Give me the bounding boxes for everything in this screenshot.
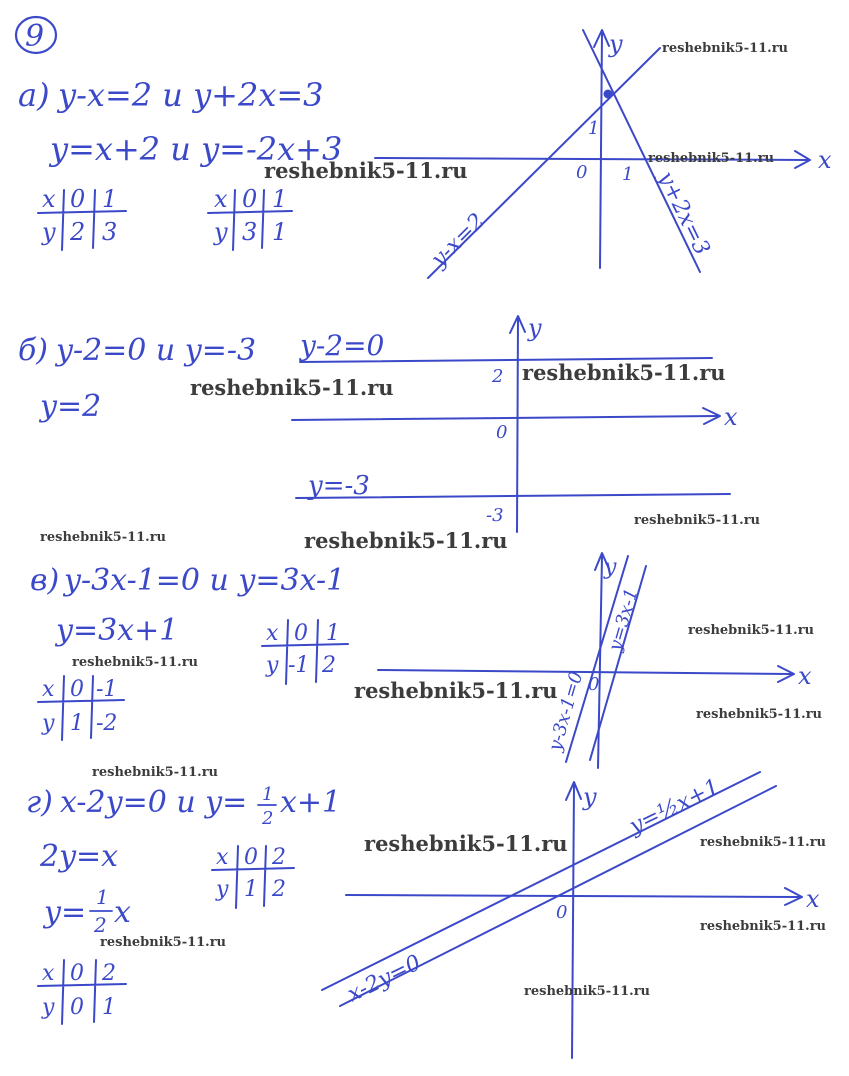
watermark: reshebnik5-11.ru: [662, 41, 789, 56]
table-cell: x: [214, 185, 228, 213]
table-cell: 0: [70, 677, 84, 702]
table-cell: 2: [322, 653, 336, 678]
watermark: reshebnik5-11.ru: [696, 707, 823, 722]
table-cell: x: [42, 185, 56, 213]
watermark: reshebnik5-11.ru: [522, 360, 726, 385]
watermark: reshebnik5-11.ru: [40, 530, 167, 545]
part-b-system: y-2=0 и y=-3: [56, 333, 257, 368]
table-cell: 1: [70, 711, 84, 736]
part-g-system: x-2y=0 и y=: [60, 785, 248, 820]
watermark: reshebnik5-11.ru: [190, 375, 394, 400]
watermark: reshebnik5-11.ru: [72, 655, 199, 670]
part-a-table-2: [208, 185, 292, 250]
part-g: [26, 772, 820, 1058]
part-g-graph: [322, 772, 820, 1058]
table-cell: x: [42, 961, 55, 986]
table-cell: 0: [294, 621, 308, 646]
part-v-table-1: [38, 676, 124, 740]
table-cell: 0: [70, 961, 84, 986]
x-axis-label: x: [724, 403, 738, 431]
table-cell: 1: [272, 218, 288, 246]
watermark: reshebnik5-11.ru: [354, 678, 558, 703]
table-cell: 2: [272, 845, 286, 870]
table-cell: 0: [70, 995, 84, 1020]
y-axis-line: [517, 318, 518, 532]
part-g-step-1: 2y=x: [40, 839, 119, 874]
line-1-label: x-2y=0: [343, 950, 426, 1008]
part-v-table-2: [262, 620, 348, 684]
table-cell: y: [214, 218, 228, 246]
table-cell: 0: [244, 845, 258, 870]
part-b-graph: [292, 314, 738, 532]
problem-number: [16, 17, 56, 54]
x-axis-line: [292, 416, 718, 420]
y-tick-minus-3: -3: [486, 505, 504, 526]
part-v-graph: [378, 553, 815, 768]
table-cell: x: [216, 845, 229, 870]
part-b-label: б): [18, 333, 49, 368]
table-cell: -2: [96, 711, 118, 736]
y-tick-2: 2: [492, 366, 504, 387]
intersection-point: [604, 90, 613, 99]
fraction-denominator: 2: [262, 808, 274, 829]
line-2-label: y=3x-1: [604, 585, 643, 654]
origin-label: 0: [576, 162, 588, 183]
table-cell: y: [42, 218, 56, 246]
table-cell: y: [216, 877, 229, 902]
part-v-label: в): [30, 563, 60, 598]
table-cell: 1: [272, 185, 288, 213]
watermarks: [40, 41, 826, 999]
problem-number-text: 9: [25, 19, 45, 54]
watermark: reshebnik5-11.ru: [648, 151, 775, 166]
watermark: reshebnik5-11.ru: [364, 831, 568, 856]
table-cell: 1: [244, 877, 258, 902]
watermark: reshebnik5-11.ru: [524, 984, 651, 999]
watermark: reshebnik5-11.ru: [688, 623, 815, 638]
part-g-step-2-x: x: [114, 895, 131, 930]
fraction-numerator: 1: [262, 784, 274, 805]
part-b: [18, 314, 738, 532]
part-v-solved: y=3x+1: [56, 613, 179, 648]
y-tick-label: 1: [588, 118, 600, 139]
part-g-system-fraction: [258, 784, 276, 829]
part-g-step-2: y=: [44, 895, 87, 930]
fraction-denominator: 2: [94, 913, 107, 937]
table-cell: 2: [102, 961, 116, 986]
watermark: reshebnik5-11.ru: [100, 935, 227, 950]
x-axis-label: x: [798, 662, 812, 690]
line-2-label: y+2x=3: [652, 167, 715, 260]
table-cell: 3: [242, 218, 258, 246]
part-b-solved: y=2: [40, 389, 102, 424]
x-axis-line: [378, 670, 792, 674]
table-cell: x: [42, 677, 55, 702]
part-g-table-2: [212, 845, 294, 908]
part-a-table-1: [38, 185, 126, 250]
line-1-label: y-3x-1=0: [544, 669, 588, 754]
part-a-system: y-x=2 и y+2x=3: [58, 76, 324, 114]
line-1-label: y-2=0: [300, 329, 385, 362]
part-g-system-tail: x+1: [280, 785, 342, 820]
x-axis-label: x: [806, 885, 820, 913]
y-axis-label: y: [583, 783, 597, 811]
y-axis-label: y: [609, 30, 623, 58]
x-tick-label: 1: [622, 164, 634, 185]
table-cell: -1: [96, 677, 118, 702]
x-axis-label: x: [818, 146, 832, 174]
line-2-label: y=½x+1: [625, 774, 724, 840]
table-cell: -1: [288, 653, 310, 678]
part-g-step-2-fraction: [90, 885, 112, 937]
origin-label: 0: [556, 902, 568, 923]
part-v-system: y-3x-1=0 и y=3x-1: [64, 563, 346, 598]
y-axis-label: y: [528, 314, 542, 342]
y-axis-line: [598, 556, 602, 768]
line-2-label: y=-3: [308, 471, 370, 501]
watermark: reshebnik5-11.ru: [264, 158, 468, 183]
watermark: reshebnik5-11.ru: [700, 835, 827, 850]
watermark: reshebnik5-11.ru: [92, 765, 219, 780]
table-cell: 2: [272, 877, 286, 902]
watermark: reshebnik5-11.ru: [700, 919, 827, 934]
table-cell: y: [42, 995, 55, 1020]
part-g-label: г): [26, 785, 53, 820]
watermark: reshebnik5-11.ru: [634, 513, 761, 528]
table-cell: 0: [242, 185, 258, 213]
part-a-label: а): [18, 76, 50, 114]
watermark: reshebnik5-11.ru: [304, 528, 508, 553]
table-cell: 1: [326, 621, 340, 646]
part-a-solved: y=x+2 и y=-2x+3: [50, 130, 343, 168]
origin-label: 0: [496, 422, 508, 443]
y-axis-line: [572, 785, 574, 1058]
table-cell: 1: [102, 185, 118, 213]
table-cell: 2: [70, 218, 86, 246]
table-cell: y: [42, 711, 55, 736]
line-1-label: y-x=2: [426, 208, 490, 273]
table-cell: y: [266, 653, 279, 678]
fraction-numerator: 1: [96, 885, 109, 909]
origin-label: 0: [588, 674, 600, 695]
y-axis-label: y: [604, 555, 617, 580]
part-g-table-1: [38, 960, 126, 1024]
table-cell: 3: [102, 218, 118, 246]
table-cell: 0: [70, 185, 86, 213]
table-cell: x: [266, 621, 279, 646]
table-cell: 1: [102, 995, 116, 1020]
